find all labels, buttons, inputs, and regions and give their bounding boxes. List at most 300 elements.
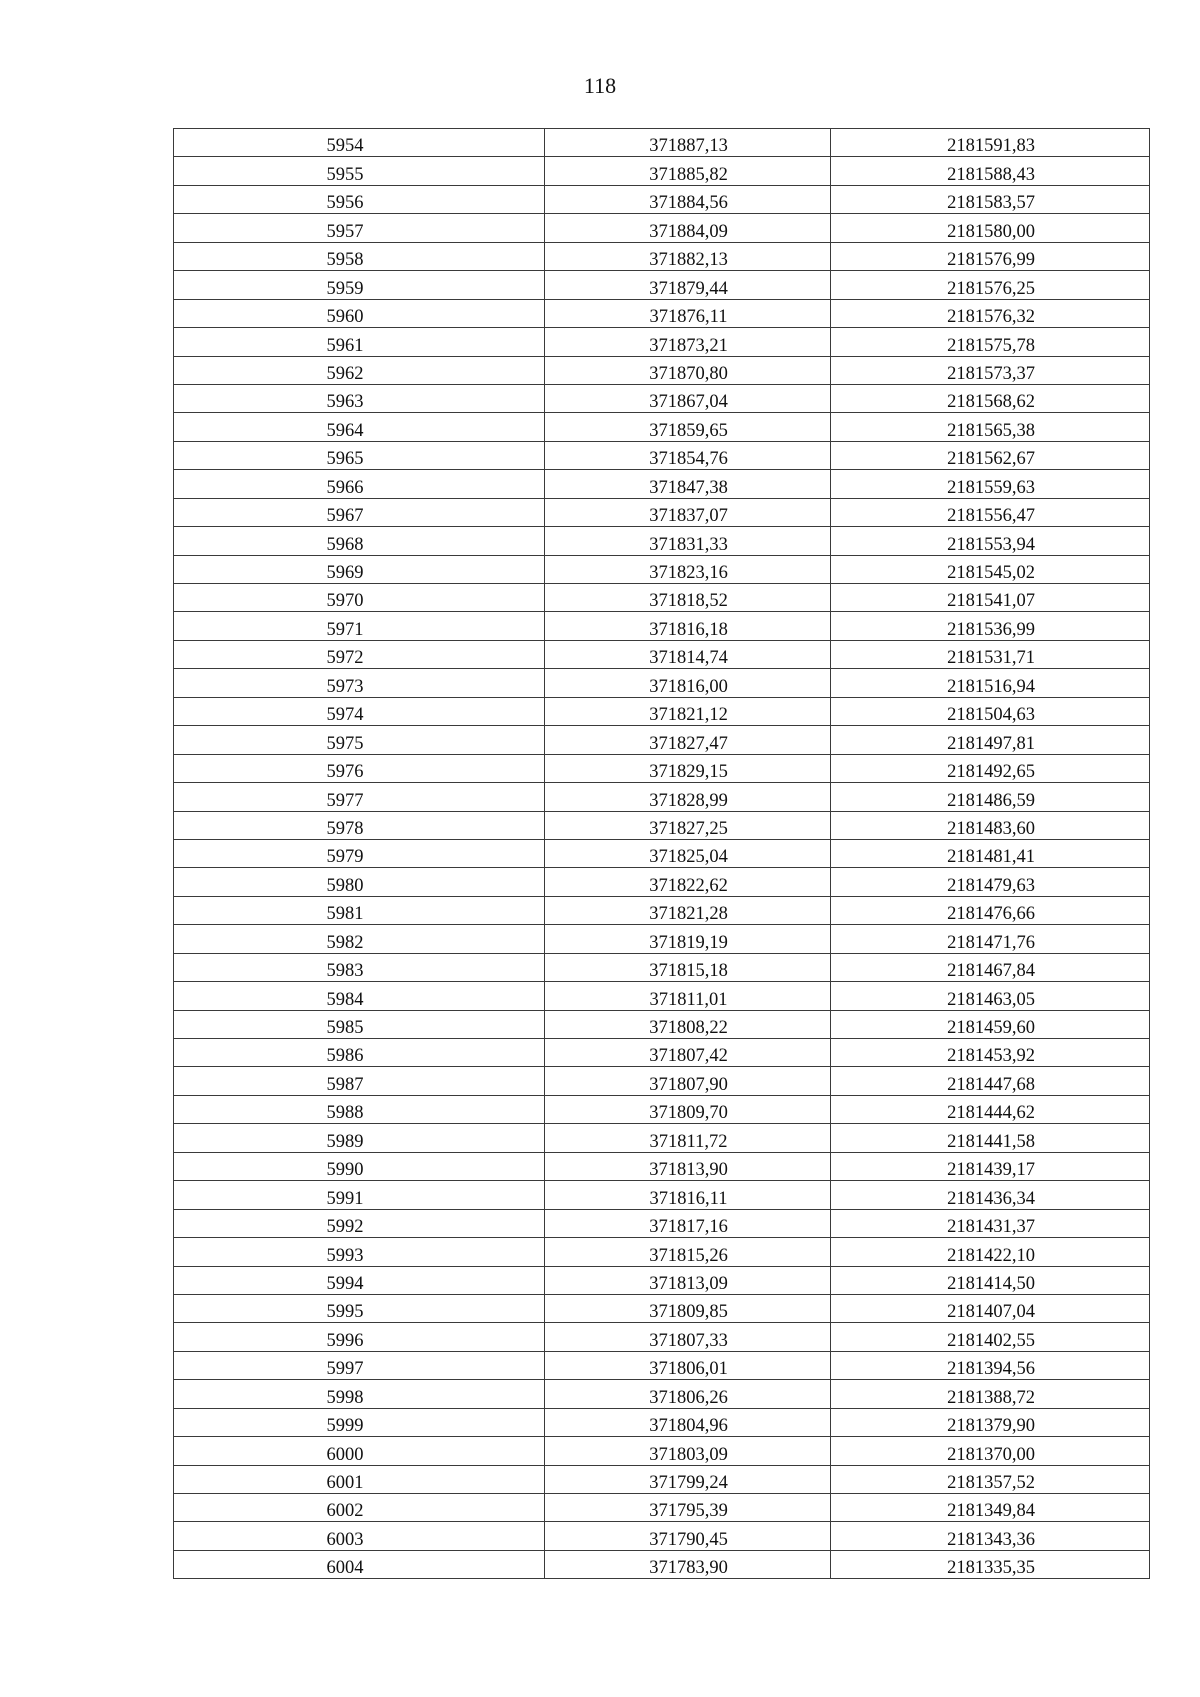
table-row — [174, 669, 1150, 697]
y-coordinate-cell — [831, 1181, 1150, 1209]
point-number-value: 5982 — [326, 932, 364, 953]
point-number-value: 5997 — [326, 1359, 364, 1380]
x-coordinate-value: 371821,12 — [649, 705, 728, 726]
x-coordinate-cell — [545, 584, 831, 612]
y-coordinate-value: 2181479,63 — [947, 875, 1035, 896]
point-number-cell — [174, 640, 545, 668]
table-row — [174, 1209, 1150, 1237]
x-coordinate-cell — [545, 157, 831, 185]
x-coordinate-cell — [545, 1209, 831, 1237]
y-coordinate-cell — [831, 1039, 1150, 1067]
x-coordinate-cell — [545, 299, 831, 327]
x-coordinate-value: 371818,52 — [649, 591, 728, 612]
y-coordinate-cell — [831, 1522, 1150, 1550]
x-coordinate-cell — [545, 1408, 831, 1436]
point-number-value: 5975 — [326, 733, 364, 754]
y-coordinate-value: 2181343,36 — [947, 1529, 1035, 1550]
x-coordinate-value: 371809,70 — [649, 1103, 728, 1124]
table-row — [174, 925, 1150, 953]
point-number-value: 5977 — [326, 790, 364, 811]
y-coordinate-cell — [831, 299, 1150, 327]
point-number-cell — [174, 384, 545, 412]
point-number-cell — [174, 1067, 545, 1095]
x-coordinate-value: 371790,45 — [649, 1529, 728, 1550]
point-number-value: 5956 — [326, 193, 364, 214]
y-coordinate-cell — [831, 1209, 1150, 1237]
x-coordinate-cell — [545, 754, 831, 782]
point-number-cell — [174, 129, 545, 157]
point-number-cell — [174, 612, 545, 640]
x-coordinate-cell — [545, 1522, 831, 1550]
point-number-cell — [174, 185, 545, 213]
x-coordinate-value: 371807,33 — [649, 1330, 728, 1351]
y-coordinate-value: 2181370,00 — [947, 1444, 1035, 1465]
y-coordinate-value: 2181453,92 — [947, 1046, 1035, 1067]
y-coordinate-value: 2181379,90 — [947, 1416, 1035, 1437]
y-coordinate-value: 2181583,57 — [947, 193, 1035, 214]
point-number-value: 5996 — [326, 1330, 364, 1351]
x-coordinate-cell — [545, 1152, 831, 1180]
x-coordinate-value: 371804,96 — [649, 1416, 728, 1437]
y-coordinate-value: 2181556,47 — [947, 506, 1035, 527]
table-row — [174, 413, 1150, 441]
table-row — [174, 185, 1150, 213]
y-coordinate-cell — [831, 413, 1150, 441]
point-number-value: 5972 — [326, 648, 364, 669]
point-number-value: 6001 — [326, 1473, 364, 1493]
table-row — [174, 1095, 1150, 1123]
table-row — [174, 555, 1150, 583]
y-coordinate-cell — [831, 925, 1150, 953]
point-number-value: 5987 — [326, 1074, 364, 1095]
table-row — [174, 1550, 1150, 1578]
table-row — [174, 129, 1150, 157]
point-number-value: 5965 — [326, 449, 364, 470]
y-coordinate-cell — [831, 441, 1150, 469]
x-coordinate-cell — [545, 1323, 831, 1351]
y-coordinate-cell — [831, 726, 1150, 754]
point-number-cell — [174, 868, 545, 896]
x-coordinate-value: 371823,16 — [649, 563, 728, 583]
y-coordinate-cell — [831, 214, 1150, 242]
x-coordinate-cell — [545, 413, 831, 441]
point-number-cell — [174, 470, 545, 498]
y-coordinate-cell — [831, 640, 1150, 668]
point-number-cell — [174, 356, 545, 384]
point-number-value: 5979 — [326, 847, 364, 868]
table-row — [174, 1238, 1150, 1266]
table-row — [174, 1039, 1150, 1067]
x-coordinate-value: 371822,62 — [649, 875, 728, 896]
x-coordinate-value: 371870,80 — [649, 363, 728, 384]
y-coordinate-value: 2181481,41 — [947, 847, 1035, 868]
x-coordinate-cell — [545, 1294, 831, 1322]
y-coordinate-cell — [831, 1351, 1150, 1379]
x-coordinate-cell — [545, 783, 831, 811]
x-coordinate-value: 371813,09 — [649, 1273, 728, 1294]
x-coordinate-cell — [545, 1181, 831, 1209]
point-number-value: 5970 — [326, 591, 364, 612]
x-coordinate-cell — [545, 1238, 831, 1266]
table-row — [174, 953, 1150, 981]
x-coordinate-value: 371815,18 — [649, 961, 728, 982]
table-row — [174, 1522, 1150, 1550]
x-coordinate-cell — [545, 726, 831, 754]
point-number-cell — [174, 498, 545, 526]
x-coordinate-value: 371806,01 — [649, 1359, 728, 1380]
point-number-value: 5966 — [326, 477, 364, 498]
y-coordinate-cell — [831, 1010, 1150, 1038]
y-coordinate-cell — [831, 754, 1150, 782]
point-number-cell — [174, 1437, 545, 1465]
x-coordinate-value: 371816,18 — [649, 619, 728, 640]
x-coordinate-cell — [545, 214, 831, 242]
point-number-value: 5976 — [326, 762, 364, 783]
x-coordinate-value: 371887,13 — [649, 136, 728, 157]
x-coordinate-value: 371809,85 — [649, 1302, 728, 1323]
point-number-cell — [174, 1039, 545, 1067]
page-number: 118 — [583, 73, 617, 98]
table-row — [174, 328, 1150, 356]
y-coordinate-value: 2181431,37 — [947, 1217, 1035, 1238]
table-row — [174, 384, 1150, 412]
table-row — [174, 1380, 1150, 1408]
y-coordinate-cell — [831, 896, 1150, 924]
x-coordinate-cell — [545, 1437, 831, 1465]
x-coordinate-cell — [545, 1067, 831, 1095]
table-row — [174, 356, 1150, 384]
point-number-value: 5986 — [326, 1046, 364, 1067]
x-coordinate-value: 371827,47 — [649, 733, 728, 754]
x-coordinate-cell — [545, 555, 831, 583]
y-coordinate-value: 2181439,17 — [947, 1160, 1035, 1181]
point-number-value: 5957 — [326, 221, 364, 242]
point-number-cell — [174, 1380, 545, 1408]
x-coordinate-value: 371829,15 — [649, 762, 728, 783]
y-coordinate-value: 2181335,35 — [947, 1558, 1035, 1579]
x-coordinate-value: 371884,56 — [649, 193, 728, 214]
x-coordinate-value: 371867,04 — [649, 392, 728, 413]
point-number-value: 5992 — [326, 1217, 364, 1238]
x-coordinate-cell — [545, 441, 831, 469]
table-row — [174, 157, 1150, 185]
table-row — [174, 612, 1150, 640]
table-row — [174, 868, 1150, 896]
point-number-cell — [174, 811, 545, 839]
point-number-cell — [174, 669, 545, 697]
point-number-value: 5999 — [326, 1416, 364, 1437]
x-coordinate-value: 371854,76 — [649, 449, 728, 470]
x-coordinate-value: 371806,26 — [649, 1387, 728, 1408]
point-number-value: 5974 — [326, 705, 364, 726]
point-number-cell — [174, 783, 545, 811]
point-number-cell — [174, 1095, 545, 1123]
y-coordinate-cell — [831, 555, 1150, 583]
point-number-value: 6002 — [326, 1501, 364, 1522]
x-coordinate-cell — [545, 1380, 831, 1408]
table-row — [174, 1124, 1150, 1152]
x-coordinate-value: 371783,90 — [649, 1558, 728, 1579]
y-coordinate-value: 2181467,84 — [947, 961, 1035, 982]
y-coordinate-cell — [831, 1152, 1150, 1180]
y-coordinate-value: 2181576,25 — [947, 278, 1035, 299]
table-row — [174, 527, 1150, 555]
y-coordinate-value: 2181504,63 — [947, 705, 1035, 726]
y-coordinate-value: 2181588,43 — [947, 164, 1035, 185]
y-coordinate-value: 2181414,50 — [947, 1273, 1035, 1294]
x-coordinate-value: 371817,16 — [649, 1217, 728, 1238]
y-coordinate-cell — [831, 1095, 1150, 1123]
point-number-cell — [174, 1323, 545, 1351]
x-coordinate-cell — [545, 896, 831, 924]
x-coordinate-cell — [545, 1124, 831, 1152]
table-row — [174, 498, 1150, 526]
point-number-cell — [174, 1408, 545, 1436]
table-row — [174, 214, 1150, 242]
point-number-cell — [174, 214, 545, 242]
x-coordinate-value: 371873,21 — [649, 335, 728, 356]
point-number-cell — [174, 157, 545, 185]
x-coordinate-value: 371807,42 — [649, 1046, 728, 1067]
point-number-cell — [174, 1238, 545, 1266]
point-number-value: 5995 — [326, 1302, 364, 1323]
point-number-value: 5971 — [326, 619, 364, 640]
y-coordinate-cell — [831, 384, 1150, 412]
point-number-cell — [174, 1351, 545, 1379]
point-number-cell — [174, 839, 545, 867]
point-number-cell — [174, 1209, 545, 1237]
point-number-value: 5984 — [326, 989, 364, 1010]
point-number-value: 5954 — [326, 136, 364, 157]
x-coordinate-value: 371816,11 — [649, 1188, 728, 1209]
y-coordinate-cell — [831, 669, 1150, 697]
y-coordinate-value: 2181545,02 — [947, 563, 1035, 583]
y-coordinate-cell — [831, 356, 1150, 384]
table-row — [174, 640, 1150, 668]
table-row — [174, 1266, 1150, 1294]
x-coordinate-cell — [545, 242, 831, 270]
point-number-cell — [174, 896, 545, 924]
point-number-value: 5989 — [326, 1131, 364, 1152]
y-coordinate-value: 2181463,05 — [947, 989, 1035, 1010]
y-coordinate-value: 2181553,94 — [947, 534, 1035, 555]
y-coordinate-value: 2181422,10 — [947, 1245, 1035, 1266]
x-coordinate-value: 371811,72 — [649, 1131, 728, 1152]
y-coordinate-cell — [831, 527, 1150, 555]
y-coordinate-value: 2181388,72 — [947, 1387, 1035, 1408]
y-coordinate-value: 2181407,04 — [947, 1302, 1035, 1323]
point-number-cell — [174, 242, 545, 270]
x-coordinate-cell — [545, 1010, 831, 1038]
y-coordinate-cell — [831, 839, 1150, 867]
point-number-value: 5961 — [326, 335, 364, 356]
x-coordinate-value: 371882,13 — [649, 250, 728, 271]
y-coordinate-value: 2181516,94 — [947, 676, 1035, 697]
x-coordinate-value: 371847,38 — [649, 477, 728, 498]
point-number-value: 5962 — [326, 363, 364, 384]
x-coordinate-value: 371876,11 — [649, 307, 728, 328]
y-coordinate-cell — [831, 157, 1150, 185]
y-coordinate-value: 2181349,84 — [947, 1501, 1035, 1522]
y-coordinate-cell — [831, 271, 1150, 299]
y-coordinate-cell — [831, 242, 1150, 270]
x-coordinate-cell — [545, 640, 831, 668]
point-number-cell — [174, 299, 545, 327]
y-coordinate-cell — [831, 612, 1150, 640]
y-coordinate-value: 2181483,60 — [947, 818, 1035, 839]
x-coordinate-cell — [545, 498, 831, 526]
x-coordinate-value: 371813,90 — [649, 1160, 728, 1181]
point-number-value: 6000 — [326, 1444, 364, 1465]
y-coordinate-cell — [831, 1408, 1150, 1436]
table-row — [174, 584, 1150, 612]
y-coordinate-cell — [831, 1266, 1150, 1294]
point-number-cell — [174, 527, 545, 555]
y-coordinate-cell — [831, 982, 1150, 1010]
y-coordinate-value: 2181559,63 — [947, 477, 1035, 498]
table-row — [174, 1152, 1150, 1180]
point-number-cell — [174, 697, 545, 725]
table-row — [174, 896, 1150, 924]
point-number-cell — [174, 1010, 545, 1038]
table-row — [174, 1294, 1150, 1322]
x-coordinate-value: 371859,65 — [649, 420, 728, 441]
y-coordinate-value: 2181441,58 — [947, 1131, 1035, 1152]
table-row — [174, 1408, 1150, 1436]
y-coordinate-value: 2181476,66 — [947, 904, 1035, 925]
y-coordinate-cell — [831, 1494, 1150, 1522]
point-number-cell — [174, 953, 545, 981]
x-coordinate-value: 371821,28 — [649, 904, 728, 925]
y-coordinate-cell — [831, 1124, 1150, 1152]
x-coordinate-cell — [545, 356, 831, 384]
y-coordinate-cell — [831, 498, 1150, 526]
point-number-value: 5993 — [326, 1245, 364, 1266]
y-coordinate-value: 2181573,37 — [947, 363, 1035, 384]
table-row — [174, 754, 1150, 782]
x-coordinate-value: 371815,26 — [649, 1245, 728, 1266]
table-row — [174, 982, 1150, 1010]
y-coordinate-value: 2181459,60 — [947, 1018, 1035, 1038]
point-number-cell — [174, 1522, 545, 1550]
point-number-cell — [174, 1152, 545, 1180]
y-coordinate-cell — [831, 868, 1150, 896]
y-coordinate-value: 2181562,67 — [947, 449, 1035, 470]
point-number-cell — [174, 1550, 545, 1578]
y-coordinate-cell — [831, 1238, 1150, 1266]
x-coordinate-cell — [545, 811, 831, 839]
x-coordinate-cell — [545, 925, 831, 953]
table-row — [174, 1437, 1150, 1465]
x-coordinate-cell — [545, 1266, 831, 1294]
y-coordinate-value: 2181492,65 — [947, 762, 1035, 783]
x-coordinate-value: 371814,74 — [649, 648, 728, 669]
x-coordinate-value: 371808,22 — [649, 1018, 728, 1038]
x-coordinate-value: 371879,44 — [649, 278, 728, 299]
y-coordinate-cell — [831, 1067, 1150, 1095]
table-row — [174, 697, 1150, 725]
table-row — [174, 1323, 1150, 1351]
x-coordinate-value: 371885,82 — [649, 164, 728, 185]
table-row — [174, 783, 1150, 811]
point-number-value: 5955 — [326, 164, 364, 185]
x-coordinate-cell — [545, 612, 831, 640]
point-number-value: 5988 — [326, 1103, 364, 1124]
y-coordinate-value: 2181580,00 — [947, 221, 1035, 242]
x-coordinate-cell — [545, 839, 831, 867]
y-coordinate-value: 2181357,52 — [947, 1473, 1035, 1493]
y-coordinate-cell — [831, 584, 1150, 612]
x-coordinate-value: 371828,99 — [649, 790, 728, 811]
table-row — [174, 811, 1150, 839]
point-number-cell — [174, 1494, 545, 1522]
coordinates-table-body — [174, 129, 1150, 1579]
x-coordinate-value: 371827,25 — [649, 818, 728, 839]
table-row — [174, 1010, 1150, 1038]
point-number-value: 5980 — [326, 875, 364, 896]
point-number-cell — [174, 925, 545, 953]
point-number-value: 5985 — [326, 1018, 364, 1038]
x-coordinate-value: 371831,33 — [649, 534, 728, 555]
point-number-value: 5968 — [326, 534, 364, 555]
x-coordinate-cell — [545, 271, 831, 299]
y-coordinate-value: 2181536,99 — [947, 619, 1035, 640]
x-coordinate-value: 371795,39 — [649, 1501, 728, 1522]
point-number-value: 5964 — [326, 420, 364, 441]
y-coordinate-cell — [831, 1380, 1150, 1408]
point-number-value: 5958 — [326, 250, 364, 271]
y-coordinate-cell — [831, 1465, 1150, 1493]
point-number-cell — [174, 441, 545, 469]
point-number-value: 5983 — [326, 961, 364, 982]
coordinates-table — [173, 128, 1150, 1579]
x-coordinate-cell — [545, 328, 831, 356]
y-coordinate-cell — [831, 953, 1150, 981]
y-coordinate-value: 2181576,32 — [947, 307, 1035, 328]
x-coordinate-value: 371837,07 — [649, 506, 728, 527]
x-coordinate-cell — [545, 1351, 831, 1379]
table-row — [174, 299, 1150, 327]
table-row — [174, 441, 1150, 469]
table-row — [174, 839, 1150, 867]
y-coordinate-value: 2181591,83 — [947, 136, 1035, 157]
table-row — [174, 1465, 1150, 1493]
y-coordinate-cell — [831, 185, 1150, 213]
point-number-value: 5959 — [326, 278, 364, 299]
point-number-value: 6003 — [326, 1529, 364, 1550]
x-coordinate-cell — [545, 1494, 831, 1522]
y-coordinate-value: 2181576,99 — [947, 250, 1035, 271]
x-coordinate-cell — [545, 1039, 831, 1067]
x-coordinate-value: 371811,01 — [649, 989, 728, 1010]
y-coordinate-value: 2181436,34 — [947, 1188, 1035, 1209]
point-number-cell — [174, 413, 545, 441]
point-number-cell — [174, 328, 545, 356]
point-number-cell — [174, 1294, 545, 1322]
point-number-cell — [174, 1124, 545, 1152]
y-coordinate-cell — [831, 697, 1150, 725]
y-coordinate-value: 2181497,81 — [947, 733, 1035, 754]
table-row — [174, 1067, 1150, 1095]
y-coordinate-cell — [831, 328, 1150, 356]
x-coordinate-cell — [545, 185, 831, 213]
y-coordinate-cell — [831, 1323, 1150, 1351]
table-row — [174, 1181, 1150, 1209]
table-row — [174, 1351, 1150, 1379]
y-coordinate-value: 2181402,55 — [947, 1330, 1035, 1351]
y-coordinate-cell — [831, 1550, 1150, 1578]
y-coordinate-value: 2181486,59 — [947, 790, 1035, 811]
